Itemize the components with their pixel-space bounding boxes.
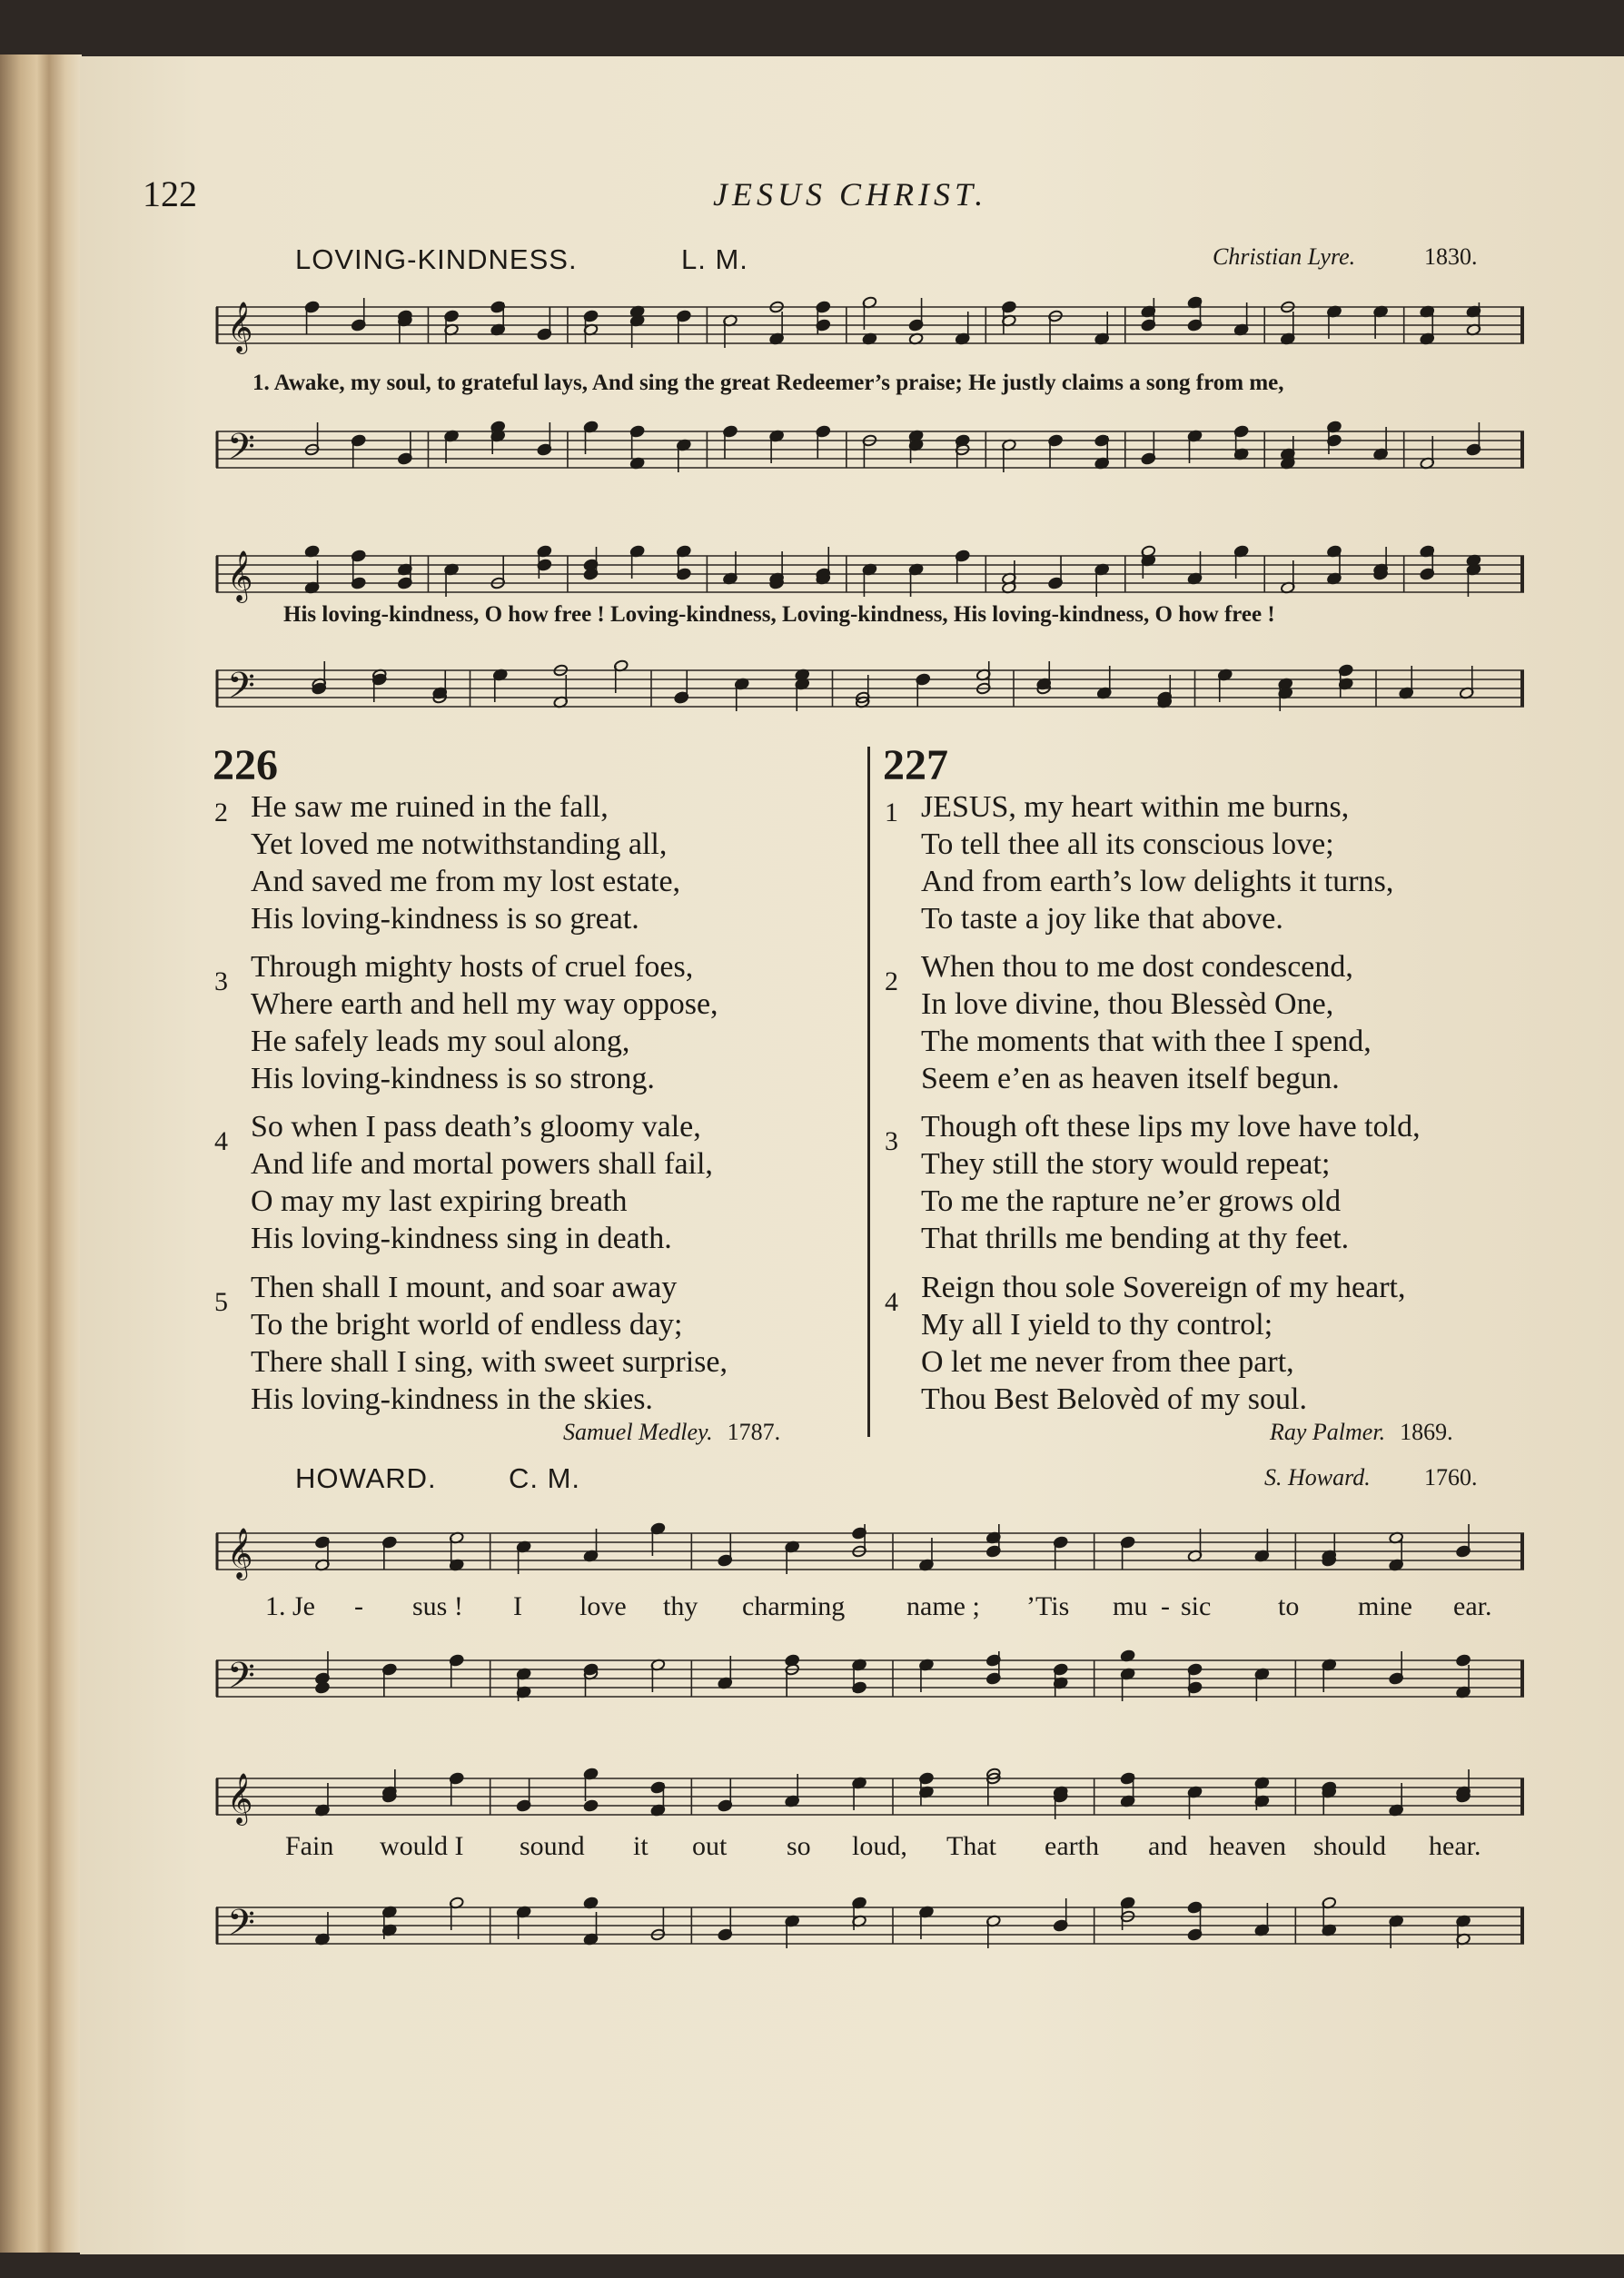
syllable: sic (1181, 1591, 1212, 1621)
bass-clef: 𝄢 (227, 1655, 255, 1706)
tune1-system2-bass (216, 652, 1524, 725)
hymn-227-attribution (1270, 1419, 1453, 1446)
syllable: would I (380, 1831, 464, 1861)
verse-line: When thou to me dost condescend, (921, 950, 1353, 984)
notehead (674, 691, 689, 704)
verse-line: His loving-kindness is so great. (251, 902, 639, 936)
verse-line: Seem e’en as heaven itself begun. (921, 1062, 1340, 1095)
hymn-227-verse-1 (885, 788, 1393, 937)
syllable: ear. (1453, 1591, 1492, 1621)
verse-line: That thrills me bending at thy feet. (921, 1222, 1350, 1255)
syllable: out (692, 1831, 728, 1861)
hymn-227-year: 1869. (1400, 1419, 1453, 1445)
hymn-226-verse-2 (214, 788, 680, 937)
verse-line: The moments that with thee I spend, (921, 1025, 1371, 1058)
notehead (785, 1654, 800, 1667)
syllable: I (513, 1591, 522, 1621)
verse-number: 4 (885, 1287, 898, 1317)
verse-line: To taste a joy like that above. (921, 902, 1283, 936)
tune1-source: Christian Lyre. (1213, 243, 1356, 270)
syllable: 1. Je (265, 1591, 315, 1621)
syllable: ’Tis (1026, 1591, 1070, 1621)
syllable: heaven (1209, 1831, 1286, 1861)
tune2-meter: C. M. (509, 1462, 581, 1494)
hymn-227-number: 227 (883, 741, 948, 789)
notehead (1456, 1654, 1471, 1667)
syllable: - (1161, 1591, 1170, 1621)
hymn-227-author: Ray Palmer. (1270, 1419, 1386, 1445)
syllable: sus ! (412, 1591, 463, 1621)
treble-clef: 𝄞 (227, 1528, 253, 1579)
verse-line: Where earth and hell my way oppose, (251, 987, 718, 1021)
syllable: - (354, 1591, 363, 1621)
verse-line: JESUS, my heart within me burns, (921, 790, 1350, 824)
syllable: it (633, 1831, 649, 1861)
hymn-226-verse-4 (214, 1108, 713, 1257)
tune1-lyric-line2: His loving-kindness, O how free ! Loving-kindness, Loving-kindness, His loving-kindness, O how free ! (283, 602, 1275, 627)
verse-line: Thou Best Belovèd of my soul. (921, 1382, 1307, 1416)
verse-line: His loving-kindness in the skies. (251, 1382, 653, 1416)
verse-line: His loving-kindness sing in death. (251, 1222, 672, 1255)
verse-line: So when I pass death’s gloomy vale, (251, 1110, 701, 1144)
verse-number: 1 (885, 797, 898, 827)
tune1-name: LOVING-KINDNESS. (295, 243, 578, 275)
notehead (315, 1681, 331, 1694)
hymn-226-number: 226 (213, 741, 278, 789)
treble-clef: 𝄞 (227, 550, 253, 601)
bass-clef: 𝄢 (227, 665, 255, 716)
tune1-system1-treble (216, 289, 1524, 362)
verse-line: His loving-kindness is so strong. (251, 1062, 655, 1095)
verse-line: He saw me ruined in the fall, (251, 790, 609, 824)
bass-clef: 𝄢 (227, 426, 255, 477)
verse-number: 3 (214, 966, 228, 996)
syllable: should (1313, 1831, 1387, 1861)
hymn-226-verse-3 (214, 948, 718, 1097)
syllable: sound (520, 1831, 585, 1861)
verse-number: 3 (885, 1126, 898, 1156)
syllable: mine (1358, 1591, 1412, 1621)
verse-line: In love divine, thou Blessèd One, (921, 987, 1334, 1021)
tune1-year: 1830. (1424, 243, 1478, 270)
tune2-system1-bass (216, 1642, 1524, 1715)
column-divider (867, 747, 870, 1437)
verse-line: And life and mortal powers shall fail, (251, 1147, 713, 1181)
hymn-227-verse-3 (885, 1108, 1421, 1257)
verse-line: To the bright world of endless day; (251, 1308, 683, 1342)
tune1-meter: L. M. (681, 243, 748, 275)
syllable: so (787, 1831, 811, 1861)
tune1-system2-treble (216, 538, 1524, 610)
hymn-226-author: Samuel Medley. (563, 1419, 713, 1445)
verse-number: 4 (214, 1126, 228, 1156)
tune2-system2-bass (216, 1889, 1524, 1962)
syllable: loud, (852, 1831, 907, 1861)
verse-line: They still the story would repeat; (921, 1147, 1331, 1181)
tune1-system1-bass (216, 413, 1524, 486)
syllable: to (1278, 1591, 1300, 1621)
syllable: hear. (1429, 1831, 1481, 1861)
notehead (583, 1799, 599, 1812)
tune2-system1-treble (216, 1515, 1524, 1588)
verse-line: O may my last expiring breath (251, 1184, 628, 1218)
syllable: charming (742, 1591, 846, 1621)
hymn-227-verse-2 (885, 948, 1371, 1097)
hymn-226-year: 1787. (727, 1419, 781, 1445)
hymn-227-verse-4 (885, 1269, 1406, 1418)
verse-line: My all I yield to thy control; (921, 1308, 1273, 1342)
verse-line: Then shall I mount, and soar away (251, 1271, 678, 1304)
hymn-226-verse-5 (214, 1269, 728, 1418)
tune1-lyric-line1: 1. Awake, my soul, to grateful lays, And sing the great Redeemer’s praise; He justly claims a song from me, (253, 371, 1284, 395)
syllable: and (1148, 1831, 1188, 1861)
verse-number: 5 (214, 1287, 228, 1317)
verse-line: Reign thou sole Sovereign of my heart, (921, 1271, 1406, 1304)
syllable: love (579, 1591, 627, 1621)
verse-line: He safely leads my soul along, (251, 1025, 630, 1058)
tune2-system2-treble (216, 1760, 1524, 1833)
bass-clef: 𝄢 (227, 1902, 255, 1953)
tune2-name: HOWARD. (295, 1462, 437, 1494)
verse-line: And saved me from my lost estate, (251, 865, 681, 898)
verse-line: And from earth’s low delights it turns, (921, 865, 1394, 898)
verse-number: 2 (214, 797, 228, 827)
syllable: That (946, 1831, 996, 1861)
page-number: 122 (143, 173, 197, 214)
running-title: JESUS CHRIST. (713, 176, 988, 213)
syllable: mu (1113, 1591, 1148, 1621)
verse-number: 2 (885, 966, 898, 996)
verse-line: Though oft these lips my love have told, (921, 1110, 1421, 1144)
syllable: earth (1045, 1831, 1099, 1861)
treble-clef: 𝄞 (227, 1773, 253, 1824)
tune2-lyric-line2 (0, 1831, 1624, 1867)
tune2-year: 1760. (1424, 1464, 1478, 1491)
syllable: name ; (906, 1591, 980, 1621)
syllable: thy (663, 1591, 698, 1621)
verse-line: Yet loved me notwithstanding all, (251, 827, 668, 861)
verse-line: There shall I sing, with sweet surprise, (251, 1345, 728, 1379)
page-edges (0, 54, 82, 2253)
tune2-lyric-line1 (0, 1591, 1624, 1628)
syllable: Fain (285, 1831, 334, 1861)
verse-line: O let me never from thee part, (921, 1345, 1294, 1379)
verse-line: Through mighty hosts of cruel foes, (251, 950, 694, 984)
hymn-226-attribution (563, 1419, 780, 1446)
treble-clef: 𝄞 (227, 302, 253, 352)
verse-line: To me the rapture ne’er grows old (921, 1184, 1342, 1218)
tune2-source: S. Howard. (1264, 1464, 1371, 1491)
verse-line: To tell thee all its conscious love; (921, 827, 1334, 861)
